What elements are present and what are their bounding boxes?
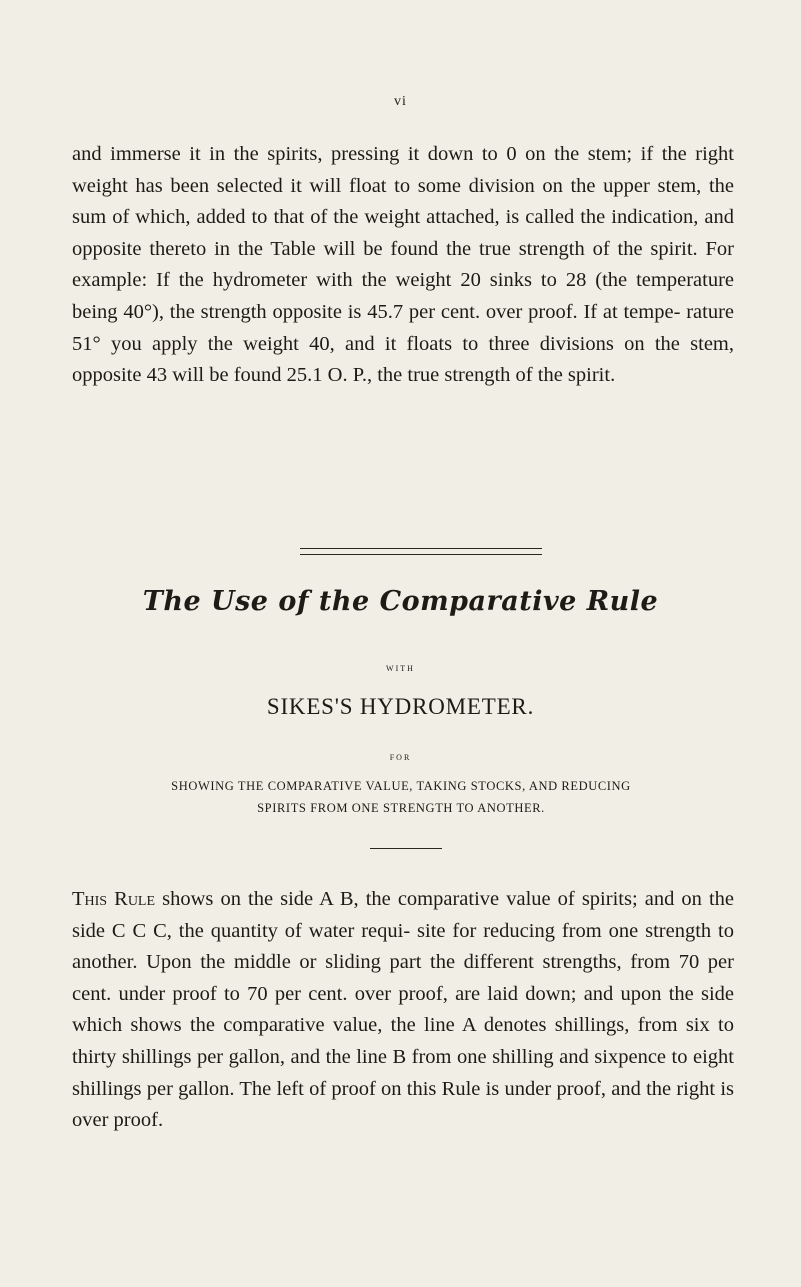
paragraph-rule-description <box>72 884 734 1137</box>
with-label: WITH <box>386 664 415 673</box>
subtitle-line-2: SPIRITS FROM ONE STRENGTH TO ANOTHER. <box>257 801 545 815</box>
paragraph-hydrometer-instructions: and immerse it in the spirits, pressing it down to 0 on the stem; if the right weight has been selected it will float to some division on the upper stem, the sum of which, added to that of the weight attached, is called the indication, and opposite thereto in the Table will be found the true strength of the spirit. For example: If the hydrometer with the weight 20 sinks to 28 (the temperature being 40°), the strength opposite is 45.7 per cent. over proof. If at tempe- rature 51° you apply the weight 40, and it floats to three divisions on the stem, opposite 43 will be found 25.1 O. P., the true strength of the spirit. <box>72 143 734 387</box>
device-heading: SIKES'S HYDROMETER. <box>266 694 535 719</box>
paragraph-body: shows on the side A B, the comparative value of spirits; and on the side C C C, the quantity of water requi- site for reducing from one strength to another. Upon the middle or sliding part the different strengths, from 70 per cent. under proof to 70 per cent. over proof, are laid down; and upon the side which shows the comparative value, the line A denotes shillings, from six to thirty shillings per gallon, and the line B from one shilling and sixpence to eight shillings per gallon. The left of proof on this Rule is under proof, and the right is over proof. <box>72 888 735 1132</box>
for-label: FOR <box>389 753 412 762</box>
paragraph-lead-smallcaps: This Rule <box>72 888 156 910</box>
section-title: The Use of the Comparative Rule <box>142 586 659 617</box>
page-number: vi <box>394 94 407 109</box>
short-divider-rule <box>370 848 442 849</box>
subtitle-line-1: SHOWING THE COMPARATIVE VALUE, TAKING STOCKS, AND REDUCING <box>171 779 631 793</box>
double-divider-rule <box>300 548 542 555</box>
